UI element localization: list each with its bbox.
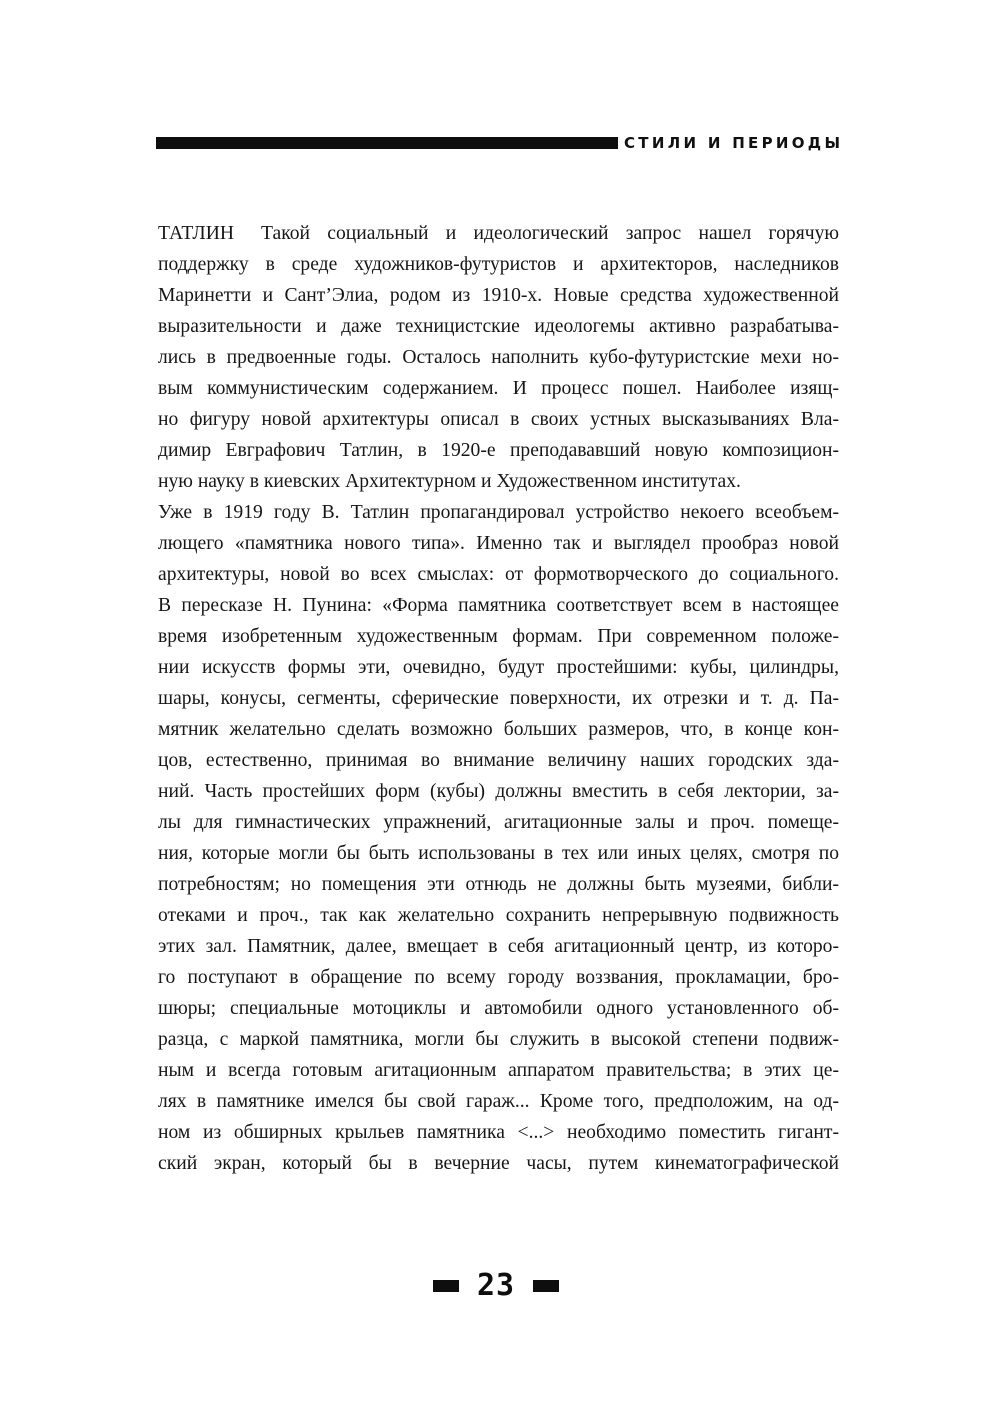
text-line: лись в предвоенные годы. Осталось наполнить кубо-футуристские мехи но- bbox=[158, 347, 839, 368]
page-footer bbox=[0, 1268, 992, 1304]
text-line: отеками и проч., так как желательно сохранить непрерывную подвижность bbox=[158, 905, 839, 926]
text-line: ский экран, который бы в вечерние часы, путем кинематографической bbox=[158, 1153, 839, 1174]
text-line: цов, естественно, принимая во внимание величину наших городских зда- bbox=[158, 750, 839, 771]
text-line: Маринетти и Сант’Элиа, родом из 1910-х. Новые средства художественной bbox=[158, 285, 839, 306]
text-line: поддержку в среде художников-футуристов и архитекторов, наследников bbox=[158, 254, 839, 275]
body-text bbox=[158, 218, 839, 1179]
text-line: разца, с маркой памятника, могли бы служить в высокой степени подвиж- bbox=[158, 1029, 839, 1050]
section-label: ТАТЛИН bbox=[158, 223, 235, 244]
text-line: ном из обширных крыльев памятника <...> необходимо поместить гигант- bbox=[158, 1122, 839, 1143]
text-line: лях в памятнике имелся бы свой гараж... Кроме того, предположим, на од- bbox=[158, 1091, 839, 1112]
text-line: ТАТЛИН Такой социальный и идеологический запрос нашел горячую bbox=[158, 223, 839, 244]
text-line: шюры; специальные мотоциклы и автомобили одного установленного об- bbox=[158, 998, 839, 1019]
text-line: но фигуру новой архитектуры описал в своих устных высказываниях Вла- bbox=[158, 409, 839, 430]
text-line: димир Евграфович Татлин, в 1920-е преподававший новую композицион- bbox=[158, 440, 839, 461]
text-line: мятник желательно сделать возможно больших размеров, что, в конце кон- bbox=[158, 719, 839, 740]
page-number: 23 bbox=[476, 1268, 516, 1303]
text-line: лющего «памятника нового типа». Именно так и выглядел прообраз новой bbox=[158, 533, 839, 554]
text-line: этих зал. Памятник, далее, вмещает в себя агитационный центр, из которо- bbox=[158, 936, 839, 957]
text-line: В пересказе Н. Пунина: «Форма памятника соответствует всем в настоящее bbox=[158, 595, 839, 616]
text-line: потребностям; но помещения эти отнюдь не должны быть музеями, библи- bbox=[158, 874, 839, 895]
text-line: нии искусств формы эти, очевидно, будут простейшими: кубы, цилиндры, bbox=[158, 657, 839, 678]
text-line: выразительности и даже техницистские идеологемы активно разрабатыва- bbox=[158, 316, 839, 337]
folio-block-left bbox=[433, 1280, 459, 1292]
text-line: шары, конусы, сегменты, сферические поверхности, их отрезки и т. д. Па- bbox=[158, 688, 839, 709]
text-line: ным и всегда готовым агитационным аппаратом правительства; в этих це- bbox=[158, 1060, 839, 1081]
running-head: СТИЛИ И ПЕРИОДЫ bbox=[624, 134, 844, 152]
text-line: лы для гимнастических упражнений, агитационные залы и проч. помеще- bbox=[158, 812, 839, 833]
text-line: время изобретенным художественным формам. При современном положе- bbox=[158, 626, 839, 647]
text-line: архитектуры, новой во всех смыслах: от формотворческого до социального. bbox=[158, 564, 839, 585]
text-line: ния, которые могли бы быть использованы в тех или иных целях, смотря по bbox=[158, 843, 839, 864]
folio-block-right bbox=[533, 1280, 559, 1292]
text-line: ную науку в киевских Архитектурном и Художественном институтах. bbox=[158, 471, 741, 492]
text-line: го поступают в обращение по всему городу воззвания, прокламации, бро- bbox=[158, 967, 839, 988]
text-line: вым коммунистическим содержанием. И процесс пошел. Наиболее изящ- bbox=[158, 378, 839, 399]
text-line: Уже в 1919 году В. Татлин пропагандировал устройство некоего всеобъем- bbox=[158, 502, 839, 523]
header-rule bbox=[156, 137, 618, 149]
text-line: ний. Часть простейших форм (кубы) должны вместить в себя лектории, за- bbox=[158, 781, 839, 802]
